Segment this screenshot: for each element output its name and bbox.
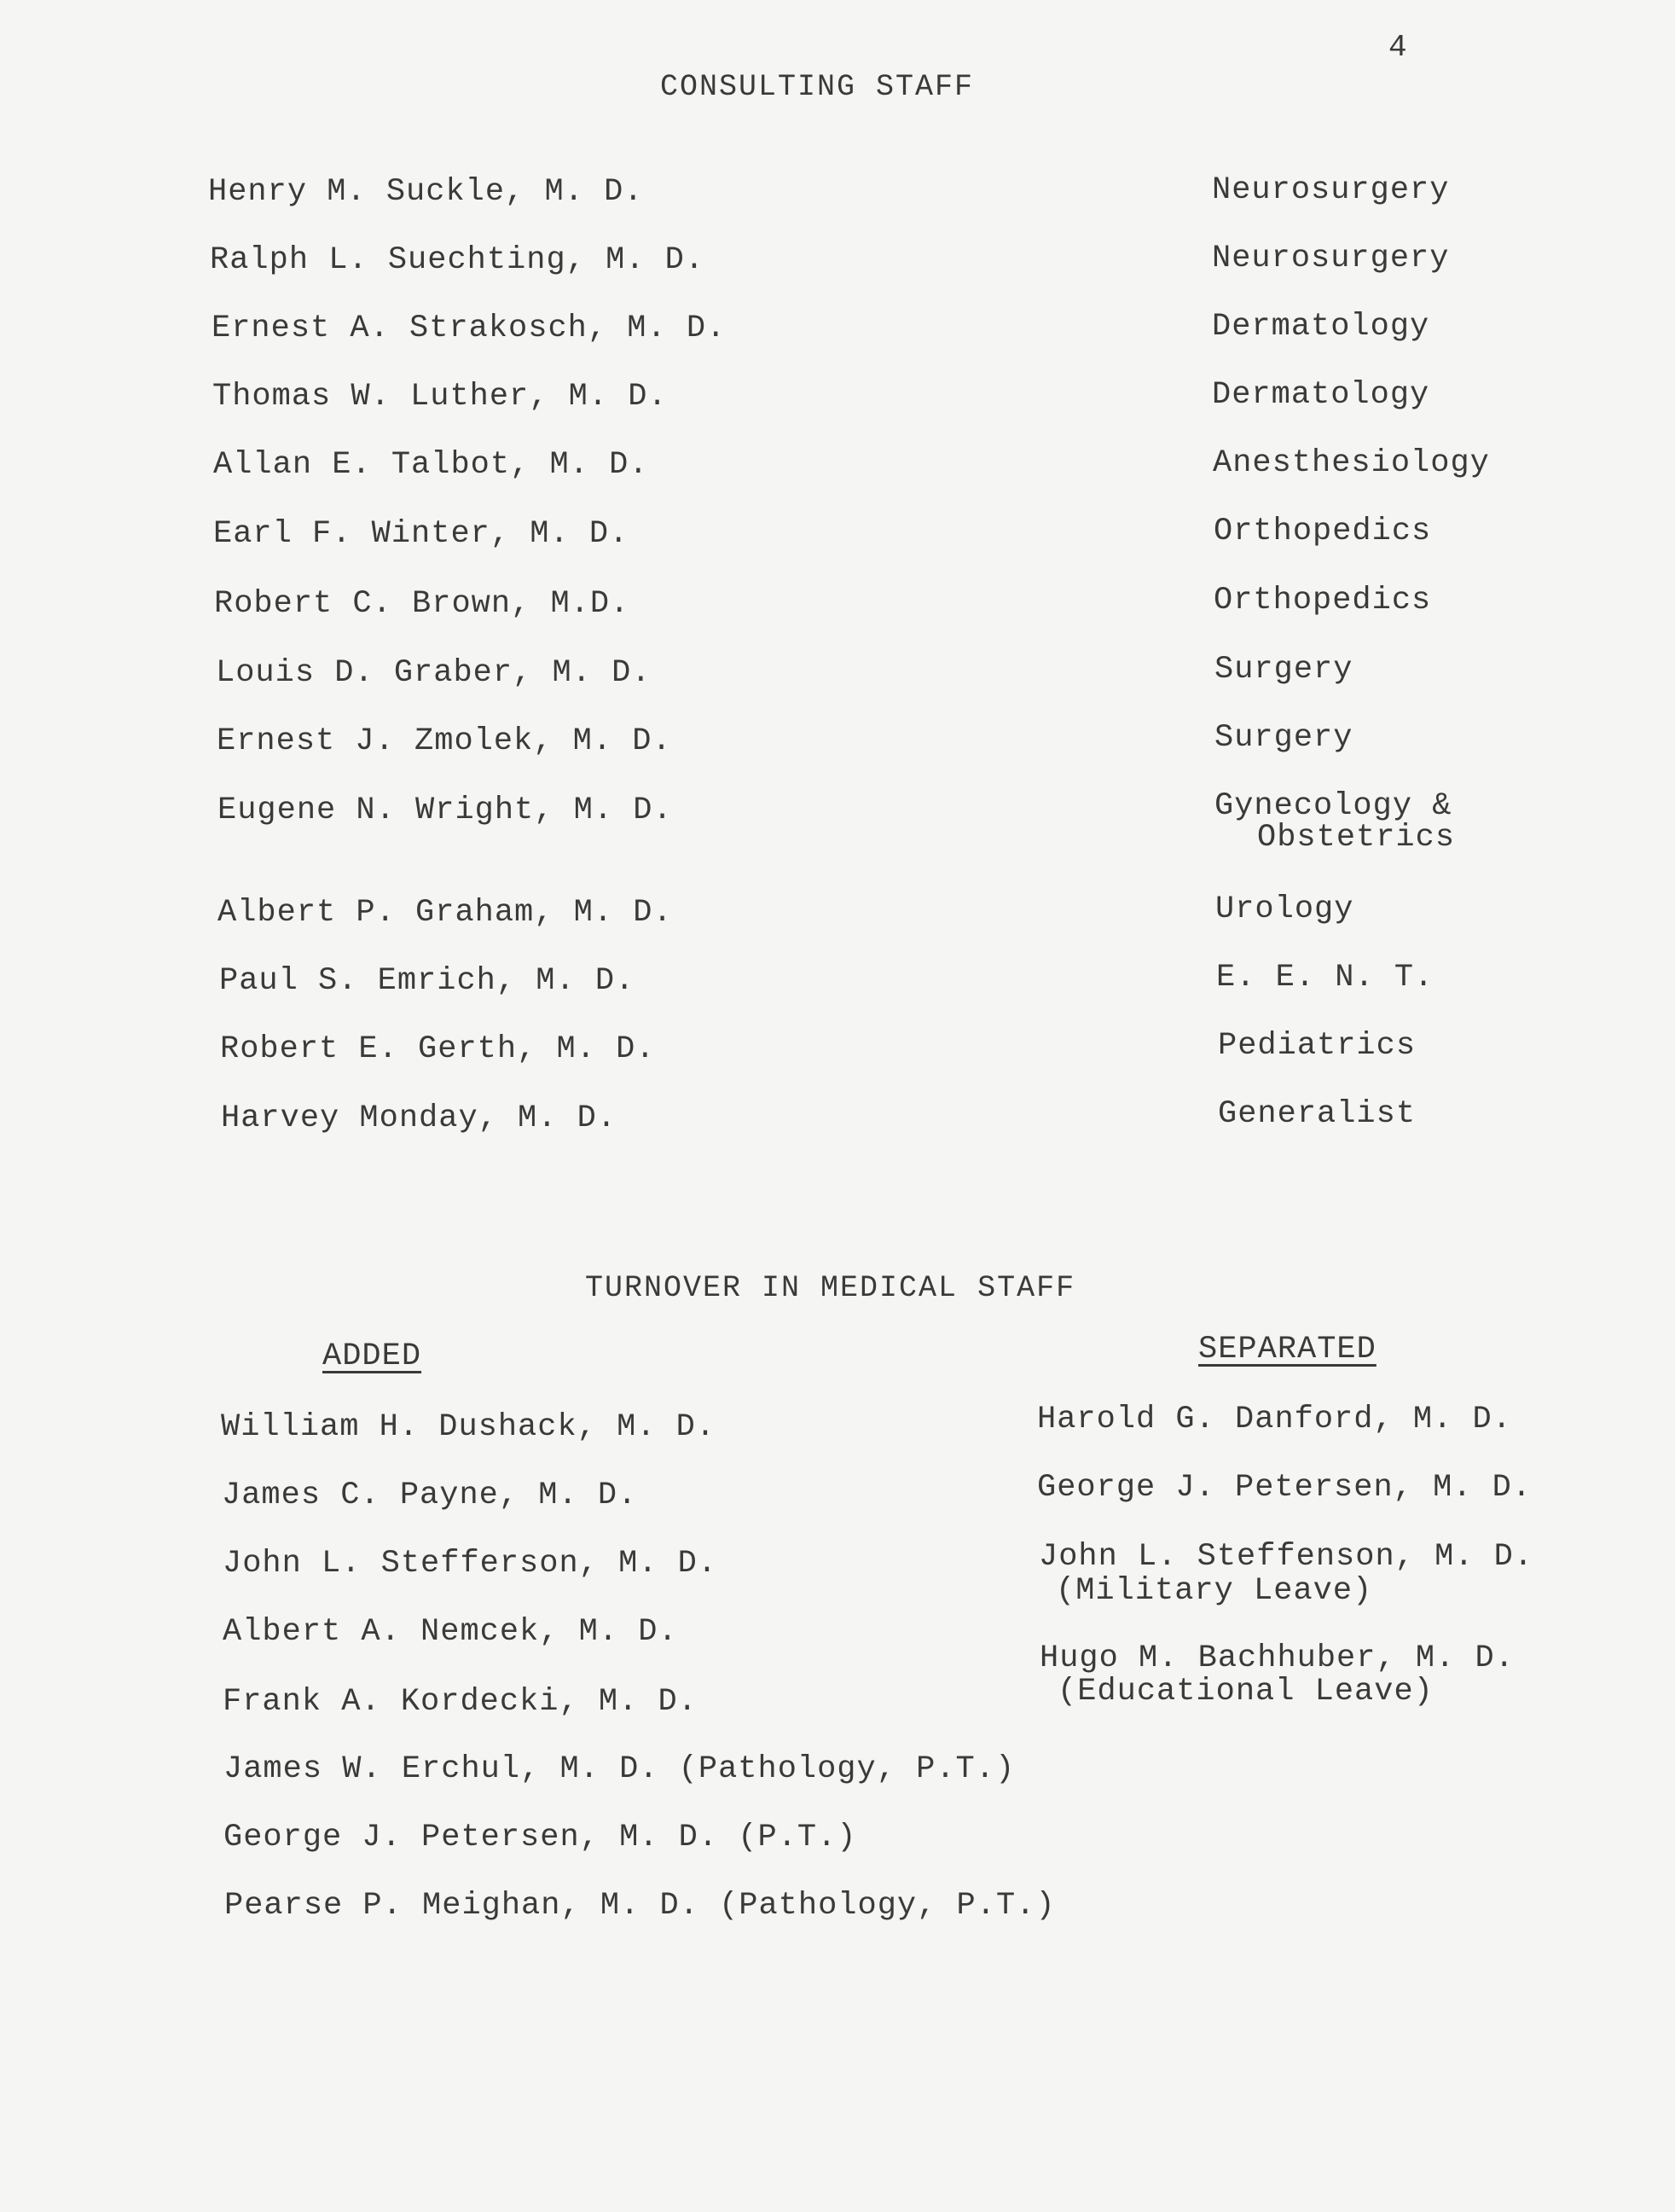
- consulting-name: Robert C. Brown, M.D.: [214, 586, 630, 622]
- consulting-specialty: Gynecology &: [1214, 788, 1452, 824]
- consulting-name: Henry M. Suckle, M. D.: [208, 174, 644, 210]
- consulting-specialty: Neurosurgery: [1212, 241, 1450, 276]
- added-name: George J. Petersen, M. D. (P.T.): [223, 1820, 857, 1855]
- consulting-specialty: Dermatology: [1212, 377, 1430, 413]
- consulting-name: Albert P. Graham, M. D.: [217, 895, 673, 931]
- consulting-specialty: Generalist: [1218, 1096, 1417, 1132]
- separated-heading: SEPARATED: [1198, 1332, 1377, 1367]
- consulting-name: Robert E. Gerth, M. D.: [220, 1031, 656, 1067]
- added-name: Frank A. Kordecki, M. D.: [223, 1684, 698, 1720]
- consulting-staff-title: CONSULTING STAFF: [660, 70, 975, 104]
- separated-note: (Military Leave): [1056, 1573, 1373, 1609]
- consulting-specialty: Dermatology: [1212, 309, 1430, 345]
- added-name: William H. Dushack, M. D.: [221, 1409, 716, 1445]
- consulting-specialty: Orthopedics: [1214, 514, 1432, 549]
- consulting-specialty-continued: Obstetrics: [1257, 820, 1456, 856]
- consulting-name: Ralph L. Suechting, M. D.: [210, 242, 705, 278]
- added-name: Albert A. Nemcek, M. D.: [223, 1614, 678, 1650]
- separated-note: (Educational Leave): [1058, 1674, 1434, 1710]
- turnover-title: TURNOVER IN MEDICAL STAFF: [585, 1271, 1076, 1305]
- consulting-name: Paul S. Emrich, M. D.: [219, 963, 635, 999]
- consulting-name: Ernest J. Zmolek, M. D.: [217, 723, 672, 759]
- consulting-specialty: E. E. N. T.: [1216, 960, 1434, 996]
- consulting-name: Allan E. Talbot, M. D.: [213, 447, 649, 483]
- added-name: John L. Stefferson, M. D.: [223, 1546, 718, 1582]
- page-number: 4: [1388, 30, 1408, 65]
- consulting-name: Thomas W. Luther, M. D.: [212, 379, 668, 415]
- consulting-name: Louis D. Graber, M. D.: [216, 655, 652, 691]
- separated-name: Hugo M. Bachhuber, M. D.: [1040, 1640, 1515, 1676]
- separated-name: John L. Steffenson, M. D.: [1039, 1539, 1534, 1575]
- added-name: James W. Erchul, M. D. (Pathology, P.T.): [223, 1751, 1016, 1787]
- separated-name: George J. Petersen, M. D.: [1037, 1470, 1533, 1506]
- consulting-specialty: Pediatrics: [1218, 1028, 1417, 1064]
- consulting-name: Harvey Monday, M. D.: [221, 1100, 617, 1136]
- consulting-specialty: Orthopedics: [1214, 583, 1432, 618]
- consulting-specialty: Anesthesiology: [1213, 445, 1490, 481]
- added-heading: ADDED: [322, 1338, 422, 1374]
- consulting-specialty: Surgery: [1214, 652, 1353, 688]
- consulting-name: Earl F. Winter, M. D.: [213, 516, 629, 552]
- consulting-specialty: Neurosurgery: [1212, 172, 1450, 208]
- separated-name: Harold G. Danford, M. D.: [1037, 1402, 1512, 1437]
- consulting-specialty: Surgery: [1214, 720, 1353, 756]
- added-name: James C. Payne, M. D.: [222, 1478, 638, 1513]
- consulting-name: Ernest A. Strakosch, M. D.: [212, 311, 727, 346]
- added-name: Pearse P. Meighan, M. D. (Pathology, P.T.): [224, 1888, 1056, 1924]
- consulting-specialty: Urology: [1215, 891, 1354, 927]
- consulting-name: Eugene N. Wright, M. D.: [217, 792, 673, 828]
